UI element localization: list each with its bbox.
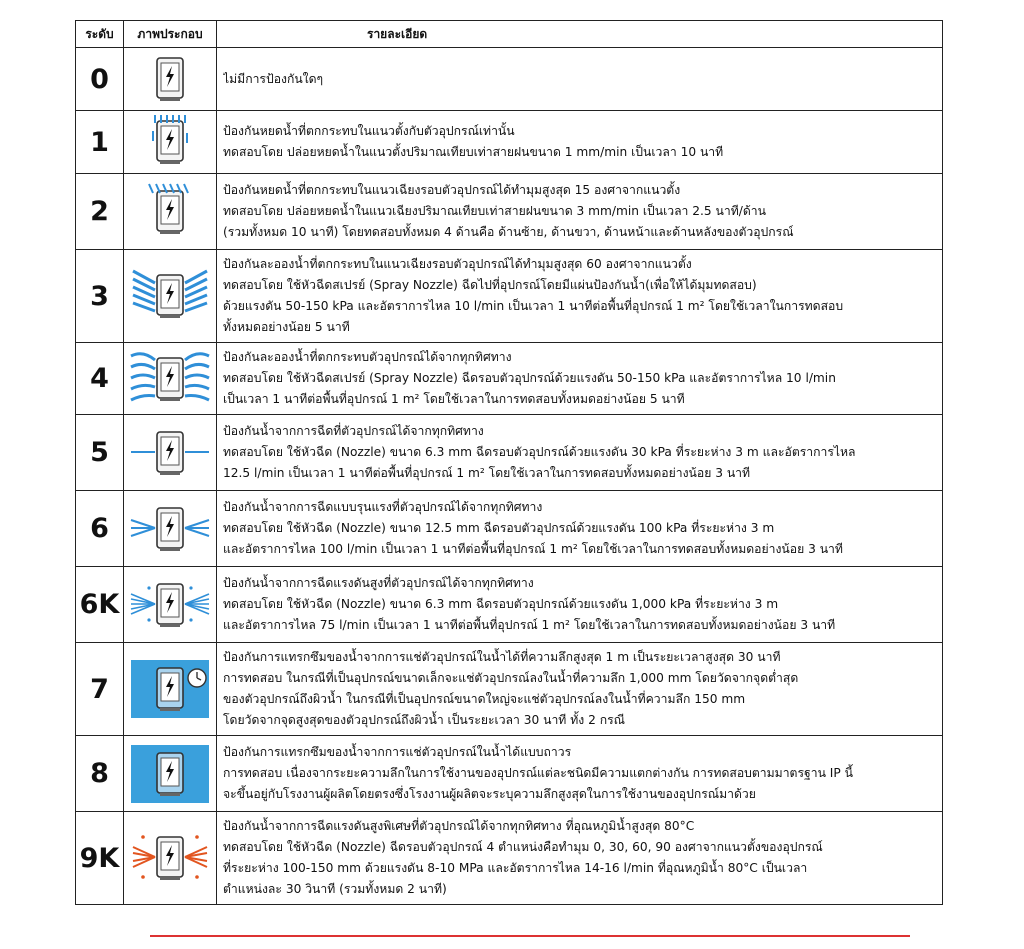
- description-line: เป็นเวลา 1 นาทีต่อพื้นที่อุปกรณ์ 1 m² โดยใช้เวลาในการทดสอบทั้งหมดอย่างน้อย 5 นาที: [223, 392, 685, 406]
- description-line: 12.5 l/min เป็นเวลา 1 นาทีต่อพื้นที่อุปกรณ์ 1 m² โดยใช้เวลาในการทดสอบทั้งหมดอย่างน้อย 3 นาที: [223, 466, 751, 480]
- ip-description: [217, 643, 943, 736]
- ip-description: [217, 415, 943, 491]
- description-line: ป้องกันการแทรกซึมของน้ำจากการแช่ตัวอุปกรณ์ในน้ำได้ที่ความลึกสูงสุด 1 m เป็นระยะเวลาสูงสุด 30 นาที: [223, 650, 781, 664]
- ip-level: 7: [76, 643, 124, 736]
- high-pressure-jet-icon: [124, 567, 217, 643]
- description-line: ป้องกันการแทรกซึมของน้ำจากการแช่ตัวอุปกรณ์ในน้ำได้แบบถาวร: [223, 745, 572, 759]
- description-line: การทดสอบ เนื่องจากระยะความลึกในการใช้งานของอุปกรณ์แต่ละชนิดมีความแตกต่างกัน การทดสอบตามมาตรฐาน IP นี้: [223, 766, 853, 780]
- ip-level: 2: [76, 174, 124, 250]
- spray-all-directions-icon: [124, 343, 217, 415]
- tilted-drip-icon: [124, 174, 217, 250]
- ip-level: 0: [76, 48, 124, 111]
- ip-description: [217, 111, 943, 174]
- ip-description: [217, 48, 943, 111]
- description-line: ทดสอบโดย ใช้หัวฉีด (Nozzle) ขนาด 12.5 mm ฉีดรอบตัวอุปกรณ์ด้วยแรงดัน 100 kPa ที่ระยะห่าง 3 m: [223, 521, 775, 535]
- ip-description: [217, 812, 943, 905]
- ip-level: 6K: [76, 567, 124, 643]
- hot-water-jet-icon: [124, 812, 217, 905]
- description-line: ตำแหน่งละ 30 วินาที (รวมทั้งหมด 2 นาที): [223, 882, 447, 896]
- ip-description: [217, 491, 943, 567]
- description-line: ทดสอบโดย ใช้หัวฉีด (Nozzle) ฉีดรอบตัวอุปกรณ์ 4 ตำแหน่งคือทำมุม 0, 30, 60, 90 องศาจากแนวตั้งของอุปกรณ์: [223, 840, 823, 854]
- description-line: ทดสอบโดย ใช้หัวฉีดสเปรย์ (Spray Nozzle) ฉีดรอบตัวอุปกรณ์ด้วยแรงดัน 50-150 kPa และอัตราการไหล 10 l/min: [223, 371, 836, 385]
- description-line: ทดสอบโดย ใช้หัวฉีดสเปรย์ (Spray Nozzle) ฉีดไปที่อุปกรณ์โดยมีแผ่นป้องกันน้ำ(เพื่อให้ได้มุมทดสอบ): [223, 278, 757, 292]
- description-line: และอัตราการไหล 75 l/min เป็นเวลา 1 นาทีต่อพื้นที่อุปกรณ์ 1 m² โดยใช้เวลาในการทดสอบทั้งหมดอย่างน้อย 3 นาที: [223, 618, 836, 632]
- device-box-icon: [124, 48, 217, 111]
- vertical-drip-icon: [124, 111, 217, 174]
- description-line: ป้องกันหยดน้ำที่ตกกระทบในแนวตั้งกับตัวอุปกรณ์เท่านั้น: [223, 124, 515, 138]
- table-row: [76, 343, 943, 415]
- ip-level: 1: [76, 111, 124, 174]
- table-row: [76, 491, 943, 567]
- description-line: โดยวัดจากจุดสูงสุดของตัวอุปกรณ์ถึงผิวน้ำ เป็นระยะเวลา 30 นาที ทั้ง 2 กรณี: [223, 713, 625, 727]
- description-line: ทดสอบโดย ปล่อยหยดน้ำในแนวตั้งปริมาณเทียบเท่าสายฝนขนาด 1 mm/min เป็นเวลา 10 นาที: [223, 145, 724, 159]
- ip-description: [217, 343, 943, 415]
- ip-level: 3: [76, 250, 124, 343]
- description-line: ทดสอบโดย ใช้หัวฉีด (Nozzle) ขนาด 6.3 mm ฉีดรอบตัวอุปกรณ์ด้วยแรงดัน 1,000 kPa ที่ระยะห่าง 3 m: [223, 597, 779, 611]
- description-line: ของตัวอุปกรณ์ถึงผิวน้ำ ในกรณีที่เป็นอุปกรณ์ขนาดใหญ่จะแช่ตัวอุปกรณ์ลงในน้ำที่ความลึก 150 mm: [223, 692, 746, 706]
- description-line: ไม่มีการป้องกันใดๆ: [223, 71, 324, 86]
- header-picture: ภาพประกอบ: [124, 21, 217, 48]
- spray-60-icon: [124, 250, 217, 343]
- table-row: [76, 415, 943, 491]
- table-row: [76, 812, 943, 905]
- ip-rating-table: [75, 20, 943, 905]
- table-row: [76, 111, 943, 174]
- description-line: ป้องกันน้ำจากการฉีดแรงดันสูงที่ตัวอุปกรณ์ได้จากทุกทิศทาง: [223, 576, 534, 590]
- description-line: ที่ระยะห่าง 100-150 mm ด้วยแรงดัน 8-10 MPa และอัตราการไหล 14-16 l/min ที่อุณหภูมิน้ำ 80°C เป็นเวลา: [223, 861, 808, 875]
- description-line: ป้องกันหยดน้ำที่ตกกระทบในแนวเฉียงรอบตัวอุปกรณ์ได้ทำมุมสูงสุด 15 องศาจากแนวตั้ง: [223, 183, 681, 197]
- header-level: ระดับ: [76, 21, 124, 48]
- bottom-divider: [150, 935, 910, 949]
- description-line: ด้วยแรงดัน 50-150 kPa และอัตราการไหล 10 l/min เป็นเวลา 1 นาทีต่อพื้นที่อุปกรณ์ 1 m² โดยใช้เวลาในการทดสอบ: [223, 299, 844, 313]
- description-line: การทดสอบ ในกรณีที่เป็นอุปกรณ์ขนาดเล็กจะแช่ตัวอุปกรณ์ลงในน้ำที่ความลึก 1,000 mm โดยวัดจากจุดต่ำสุด: [223, 671, 799, 685]
- ip-description: [217, 736, 943, 812]
- continuous-immersion-icon: [124, 736, 217, 812]
- ip-description: [217, 174, 943, 250]
- water-jet-icon: [124, 415, 217, 491]
- table-row: [76, 48, 943, 111]
- table-row: [76, 736, 943, 812]
- ip-description: [217, 567, 943, 643]
- table-header-row: [76, 21, 943, 48]
- table-row: [76, 567, 943, 643]
- ip-level: 5: [76, 415, 124, 491]
- ip-level: 6: [76, 491, 124, 567]
- powerful-jet-icon: [124, 491, 217, 567]
- ip-description: [217, 250, 943, 343]
- description-line: ป้องกันละอองน้ำที่ตกกระทบตัวอุปกรณ์ได้จากทุกทิศทาง: [223, 350, 512, 364]
- header-detail: รายละเอียด: [217, 21, 943, 48]
- table-row: [76, 643, 943, 736]
- description-line: ป้องกันละอองน้ำที่ตกกระทบในแนวเฉียงรอบตัวอุปกรณ์ได้ทำมุมสูงสุด 60 องศาจากแนวตั้ง: [223, 257, 692, 271]
- description-line: ทดสอบโดย ปล่อยหยดน้ำในแนวเฉียงปริมาณเทียบเท่าสายฝนขนาด 3 mm/min เป็นเวลา 2.5 นาที/ด้าน: [223, 204, 766, 218]
- description-line: ทั้งหมดอย่างน้อย 5 นาที: [223, 320, 350, 334]
- ip-level: 4: [76, 343, 124, 415]
- description-line: (รวมทั้งหมด 10 นาที) โดยทดสอบทั้งหมด 4 ด้านคือ ด้านซ้าย, ด้านขวา, ด้านหน้าและด้านหลังของตัวอุปกรณ์: [223, 225, 794, 239]
- description-line: จะขึ้นอยู่กับโรงงานผู้ผลิตโดยตรงซึ่งโรงงานผู้ผลิตจะระบุความลึกสูงสุดในการใช้งานของอุปกรณ์มาด้วย: [223, 787, 756, 801]
- description-line: ทดสอบโดย ใช้หัวฉีด (Nozzle) ขนาด 6.3 mm ฉีดรอบตัวอุปกรณ์ด้วยแรงดัน 30 kPa ที่ระยะห่าง 3 m และอัตราการไหล: [223, 445, 856, 459]
- ip-level: 8: [76, 736, 124, 812]
- temporary-immersion-icon: [124, 643, 217, 736]
- ip-level: 9K: [76, 812, 124, 905]
- description-line: ป้องกันน้ำจากการฉีดแบบรุนแรงที่ตัวอุปกรณ์ได้จากทุกทิศทาง: [223, 500, 543, 514]
- description-line: ป้องกันน้ำจากการฉีดที่ตัวอุปกรณ์ได้จากทุกทิศทาง: [223, 424, 484, 438]
- description-line: ป้องกันน้ำจากการฉีดแรงดันสูงพิเศษที่ตัวอุปกรณ์ได้จากทุกทิศทาง ที่อุณหภูมิน้ำสูงสุด 80°C: [223, 819, 695, 833]
- description-line: และอัตราการไหล 100 l/min เป็นเวลา 1 นาทีต่อพื้นที่อุปกรณ์ 1 m² โดยใช้เวลาในการทดสอบทั้งหมดอย่างน้อย 3 นาที: [223, 542, 843, 556]
- table-row: [76, 174, 943, 250]
- table-row: [76, 250, 943, 343]
